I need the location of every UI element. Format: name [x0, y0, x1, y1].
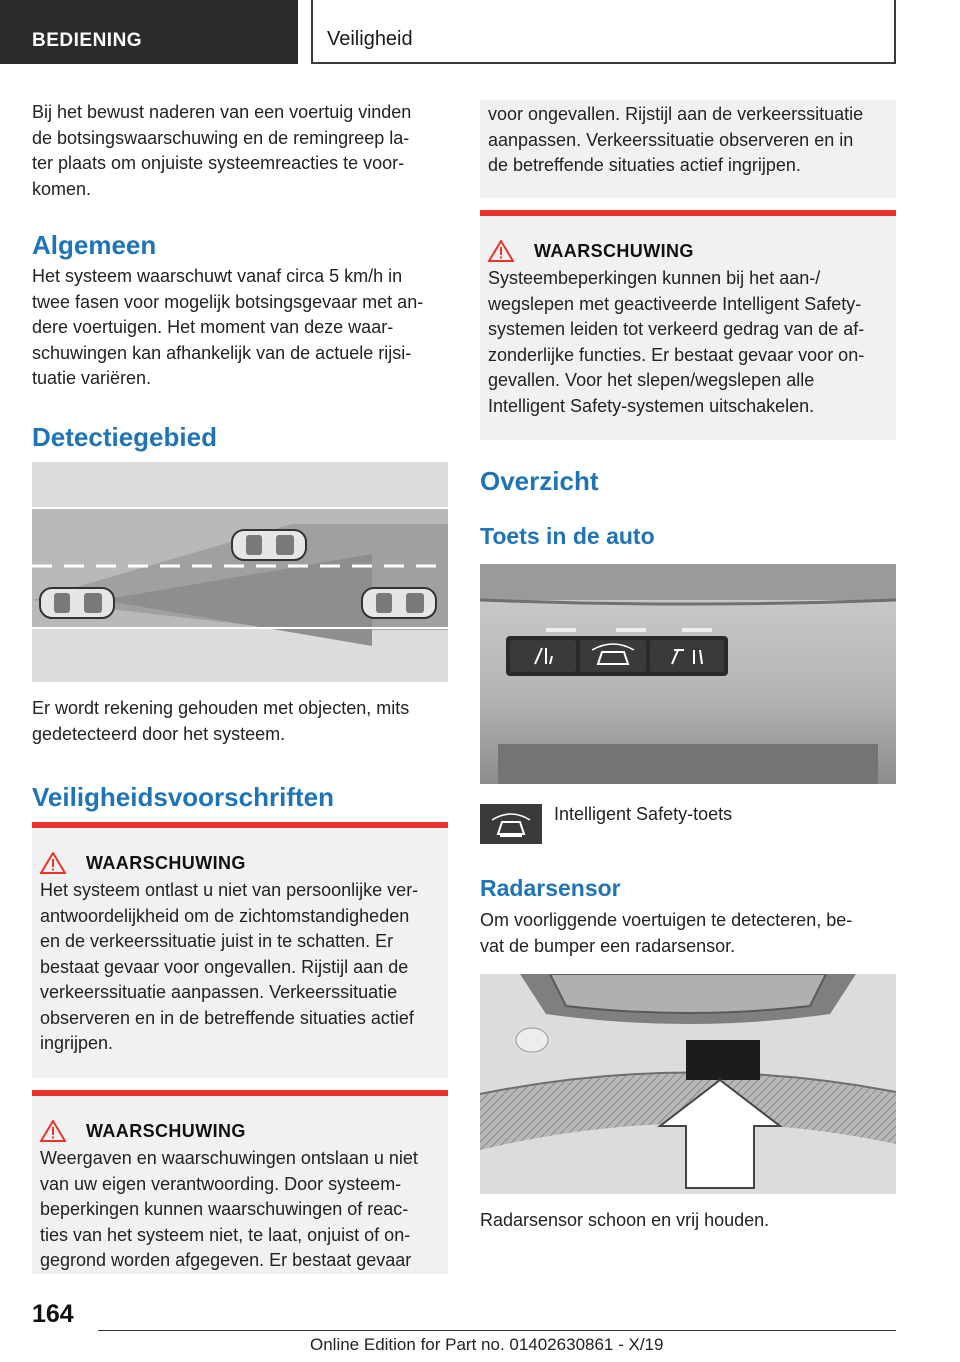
footer-edition: Online Edition for Part no. 01402630861 - X/19 [310, 1335, 664, 1354]
warning-label: WAARSCHUWING [86, 852, 246, 873]
text-line: Weergaven en waarschuwingen ontslaan u niet [40, 1148, 418, 1168]
car-icon [362, 588, 436, 618]
footer-rule [98, 1330, 896, 1331]
text-line: beperkingen kunnen waarschuwingen of reac- [40, 1199, 409, 1219]
page-number: 164 [32, 1300, 74, 1328]
button-panel-svg [480, 564, 896, 784]
warning-text [40, 1146, 440, 1274]
text-line: bestaat gevaar voor ongevallen. Rijstijl aan de [40, 956, 409, 977]
heading-overzicht: Overzicht [480, 466, 599, 496]
header-chapter-label: Veiligheid [327, 28, 413, 50]
warning-triangle-icon [40, 1120, 66, 1142]
warning-box-2 [32, 1090, 448, 1274]
text-line: ties van het systeem niet, te laat, onjuist of on- [40, 1224, 411, 1245]
left-column [32, 100, 448, 452]
heading-radarsensor: Radarsensor [480, 875, 621, 901]
text-line: observeren en in de betreffende situaties actief [40, 1007, 414, 1028]
text-line: van uw eigen verantwoording. Door systeem- [40, 1173, 402, 1194]
text-line: aanpassen. Verkeerssituatie observeren en in [488, 129, 854, 150]
text-line: twee fasen voor mogelijk botsingsgevaar met an- [32, 291, 424, 312]
text-line: vat de bumper een radarsensor. [480, 935, 736, 956]
warning-triangle-icon [40, 852, 66, 874]
warning-box-2-continued [480, 100, 896, 198]
text-line: voor ongevallen. Rijstijl aan de verkeerssituatie [488, 104, 864, 124]
warning-box-3 [480, 210, 896, 440]
heading-veiligheidsvoorschriften: Veiligheidsvoorschriften [32, 782, 334, 812]
header-section-label: BEDIENING [32, 30, 143, 51]
warning-box-1 [32, 822, 448, 1078]
text-line: Het systeem waarschuwt vanaf circa 5 km/h in [32, 266, 403, 286]
text-line: ter plaats om onjuiste systeemreacties te voor- [32, 153, 405, 173]
warning-label: WAARSCHUWING [534, 240, 694, 261]
text-line: zonderlijke functies. Er bestaat gevaar voor on- [488, 344, 865, 365]
car-icon [40, 588, 114, 618]
text-line: systemen leiden tot verkeerd gedrag van de af- [488, 319, 865, 339]
text-line: Om voorliggende voertuigen te detecteren, be- [480, 910, 853, 930]
warning-text [488, 266, 888, 419]
car-icon [232, 530, 306, 560]
header-chapter-box [311, 0, 896, 64]
text-line: gedetecteerd door het systeem. [32, 723, 286, 744]
warning-triangle-icon [488, 240, 514, 262]
heading-algemeen: Algemeen [32, 230, 157, 260]
warning-header [488, 240, 888, 262]
text-line: ingrijpen. [40, 1033, 114, 1053]
car-front-icon [480, 804, 542, 844]
text-line: de betreffende situaties actief ingrijpen. [488, 155, 801, 175]
warning-label: WAARSCHUWING [86, 1120, 246, 1141]
radar-caption: Radarsensor schoon en vrij houden. [480, 1210, 770, 1230]
intelligent-safety-button-icon [480, 804, 542, 844]
text-line: wegslepen met geactiveerde Intelligent Safety- [488, 293, 862, 314]
text-line: dere voertuigen. Het moment van deze waar- [32, 317, 394, 337]
warning-header [40, 852, 440, 874]
algemeen-paragraph [32, 264, 448, 392]
header-section-tab [0, 0, 298, 64]
warning-header [40, 1120, 440, 1142]
text-line: en de verkeerssituatie juist in te schatten. Er [40, 931, 394, 951]
detection-caption [32, 696, 448, 747]
warning-text [488, 102, 888, 179]
text-line: Intelligent Safety-systemen uitschakelen. [488, 395, 815, 416]
detection-area-svg [32, 462, 448, 682]
button-panel-photo [480, 564, 896, 784]
text-line: gegrond worden afgegeven. Er bestaat gevaar [40, 1250, 412, 1270]
radar-sensor-svg [480, 974, 896, 1194]
text-line: verkeerssituatie aanpassen. Verkeerssituatie [40, 982, 398, 1002]
radarsensor-paragraph [480, 908, 896, 959]
text-line: Er wordt rekening gehouden met objecten, mits [32, 698, 410, 718]
heading-detectiegebied: Detectiegebied [32, 421, 217, 452]
text-line: de botsingswaarschuwing en de remingreep la- [32, 127, 410, 148]
text-line: schuwingen kan afhankelijk van de actuele rijsi- [32, 342, 412, 363]
text-line: Systeembeperkingen kunnen bij het aan-/ [488, 268, 821, 288]
text-line: tuatie variëren. [32, 368, 152, 388]
radar-sensor-illustration [480, 974, 896, 1194]
warning-text [40, 878, 440, 1057]
heading-toets-in-de-auto: Toets in de auto [480, 523, 655, 549]
detection-area-illustration [32, 462, 448, 682]
text-line: Bij het bewust naderen van een voertuig vinden [32, 102, 412, 122]
text-line: antwoordelijkheid om de zichtomstandigheden [40, 905, 410, 926]
text-line: Het systeem ontlast u niet van persoonlijke ver- [40, 880, 419, 900]
text-line: komen. [32, 178, 92, 199]
intro-paragraph [32, 100, 448, 208]
text-line: gevallen. Voor het slepen/wegslepen alle [488, 370, 815, 390]
intelligent-safety-caption: Intelligent Safety-toets [554, 804, 733, 824]
